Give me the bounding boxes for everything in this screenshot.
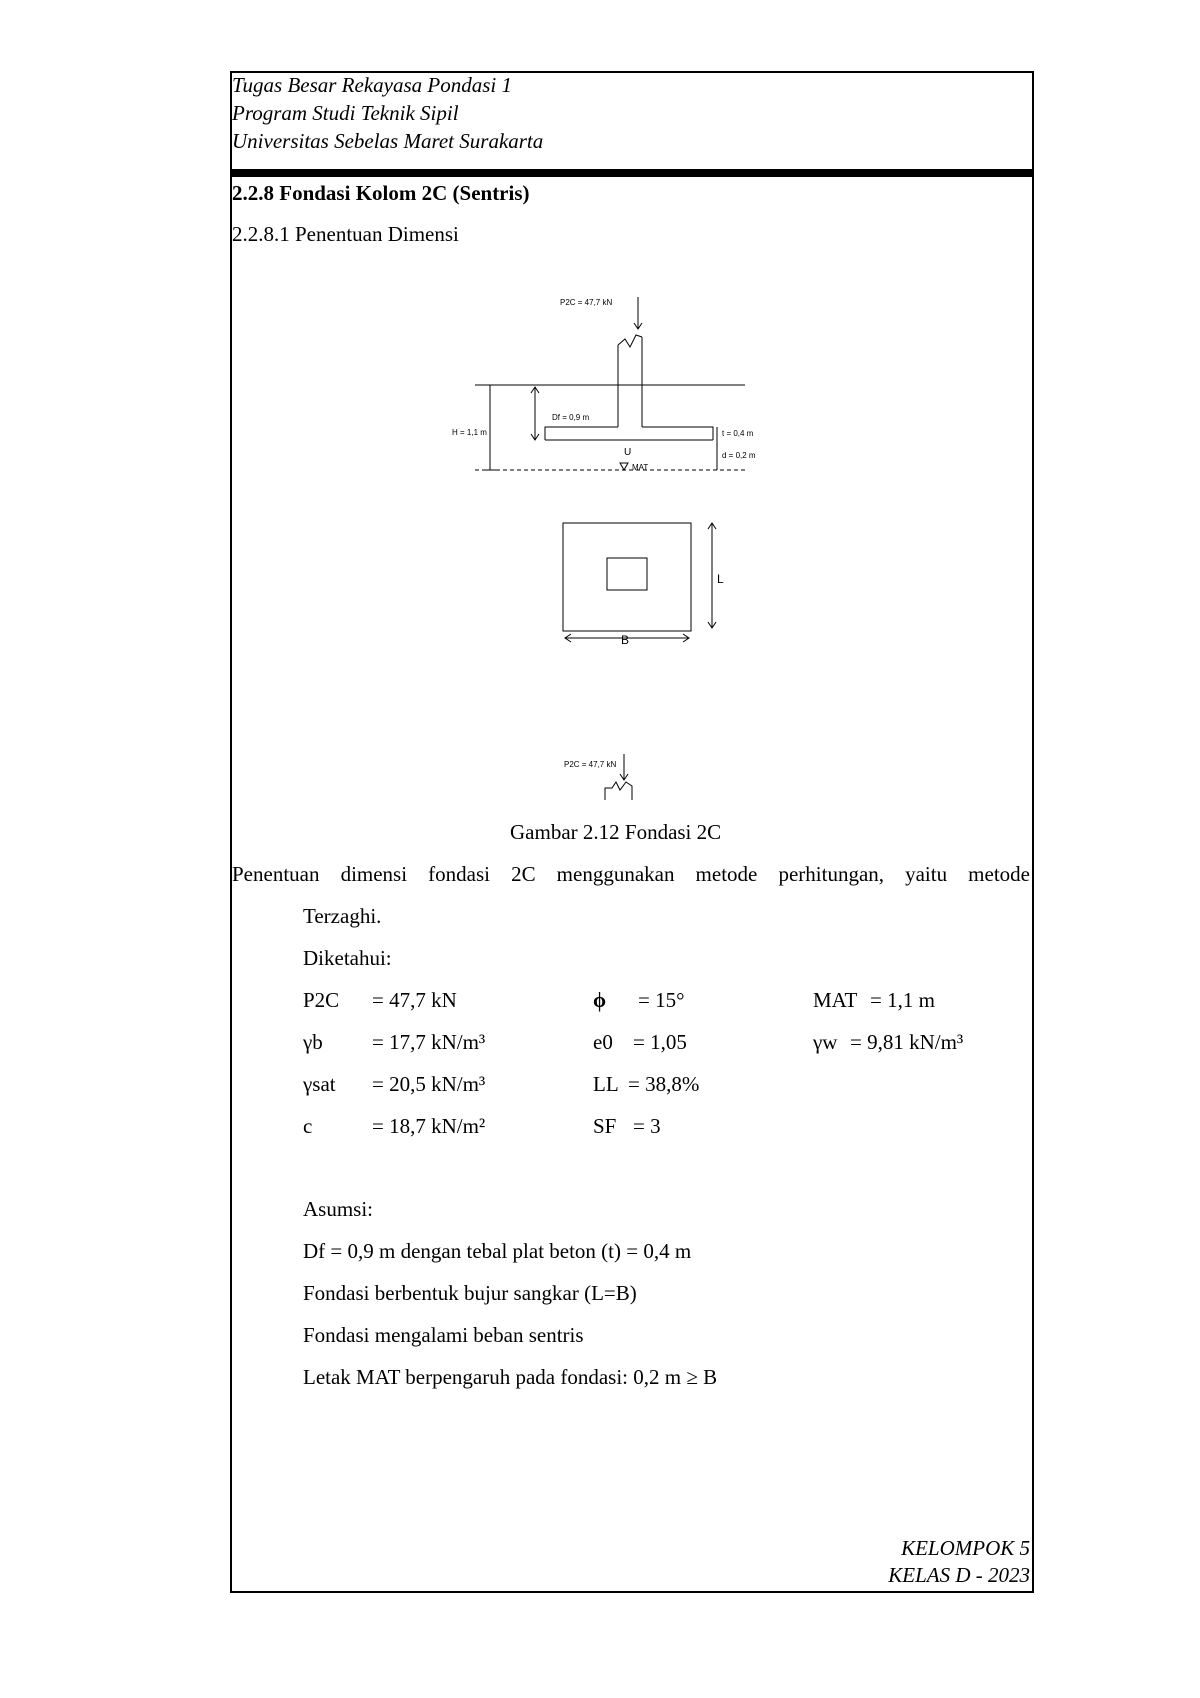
known-symbol: e0 <box>593 1030 613 1054</box>
assume-label: Asumsi: <box>303 1197 374 1221</box>
known-value: = 9,81 kN/m³ <box>850 1030 964 1054</box>
header-course: Tugas Besar Rekayasa Pondasi 1 <box>232 73 512 97</box>
section-title: 2.2.8 Fondasi Kolom 2C (Sentris) <box>232 181 530 205</box>
column-outline <box>607 558 647 590</box>
known-symbol: SF <box>593 1114 617 1138</box>
known-symbol: c <box>303 1114 313 1138</box>
df-label: Df = 0,9 m <box>552 413 590 422</box>
fragment-load-label: P2C = 47,7 kN <box>564 760 617 769</box>
foundation-section-figure <box>452 295 760 495</box>
assumption-item: Letak MAT berpengaruh pada fondasi: 0,2 m ≥ B <box>303 1365 718 1389</box>
u-label: U <box>624 447 632 458</box>
known-symbol: ϕ <box>593 988 607 1012</box>
known-value: = 1,05 <box>633 1030 687 1054</box>
b-label: B <box>621 633 630 647</box>
known-symbol: MAT <box>813 988 858 1012</box>
assumption-item: Fondasi berbentuk bujur sangkar (L=B) <box>303 1281 637 1305</box>
footer-class: KELAS D - 2023 <box>888 1563 1030 1587</box>
intro-continued: Terzaghi. <box>303 904 382 928</box>
known-symbol: P2C <box>303 988 340 1012</box>
known-symbol: LL <box>593 1072 619 1096</box>
column-break <box>618 335 642 347</box>
header-divider <box>230 169 1034 177</box>
known-value: = 3 <box>633 1114 661 1138</box>
subsection-title: 2.2.8.1 Penentuan Dimensi <box>232 222 459 246</box>
foundation-plan-figure <box>555 518 735 658</box>
load-fragment-figure <box>560 752 670 802</box>
mat-label: MAT <box>632 463 649 472</box>
footing-outline <box>563 523 691 631</box>
known-value: = 17,7 kN/m³ <box>372 1030 486 1054</box>
known-value: = 15° <box>638 988 685 1012</box>
intro-text: Penentuan dimensi fondasi 2C menggunakan metode perhitungan, yaitu metode <box>232 862 1030 886</box>
h-label: H = 1,1 m <box>452 428 487 437</box>
footing-left <box>545 427 618 440</box>
known-value: = 18,7 kN/m² <box>372 1114 486 1138</box>
load-label: P2C = 47,7 kN <box>560 298 613 307</box>
header-university: Universitas Sebelas Maret Surakarta <box>232 129 544 153</box>
known-value: = 38,8% <box>628 1072 700 1096</box>
footer-group: KELOMPOK 5 <box>901 1536 1030 1560</box>
known-value: = 20,5 kN/m³ <box>372 1072 486 1096</box>
l-label: L <box>717 572 724 586</box>
assumption-item: Df = 0,9 m dengan tebal plat beton (t) = 0,4 m <box>303 1239 692 1263</box>
known-value: = 47,7 kN <box>372 988 457 1012</box>
t-label: t = 0,4 m <box>722 429 754 438</box>
water-table-symbol <box>620 463 628 470</box>
known-symbol: γw <box>813 1030 838 1054</box>
figure-caption: Gambar 2.12 Fondasi 2C <box>510 820 722 844</box>
header-program: Program Studi Teknik Sipil <box>232 101 459 125</box>
d-label: d = 0,2 m <box>722 451 756 460</box>
assumption-item: Fondasi mengalami beban sentris <box>303 1323 584 1347</box>
known-value: = 1,1 m <box>870 988 935 1012</box>
known-symbol: γb <box>303 1030 323 1054</box>
known-symbol: γsat <box>303 1072 336 1096</box>
known-label: Diketahui: <box>303 946 392 970</box>
footing-right <box>642 427 713 440</box>
